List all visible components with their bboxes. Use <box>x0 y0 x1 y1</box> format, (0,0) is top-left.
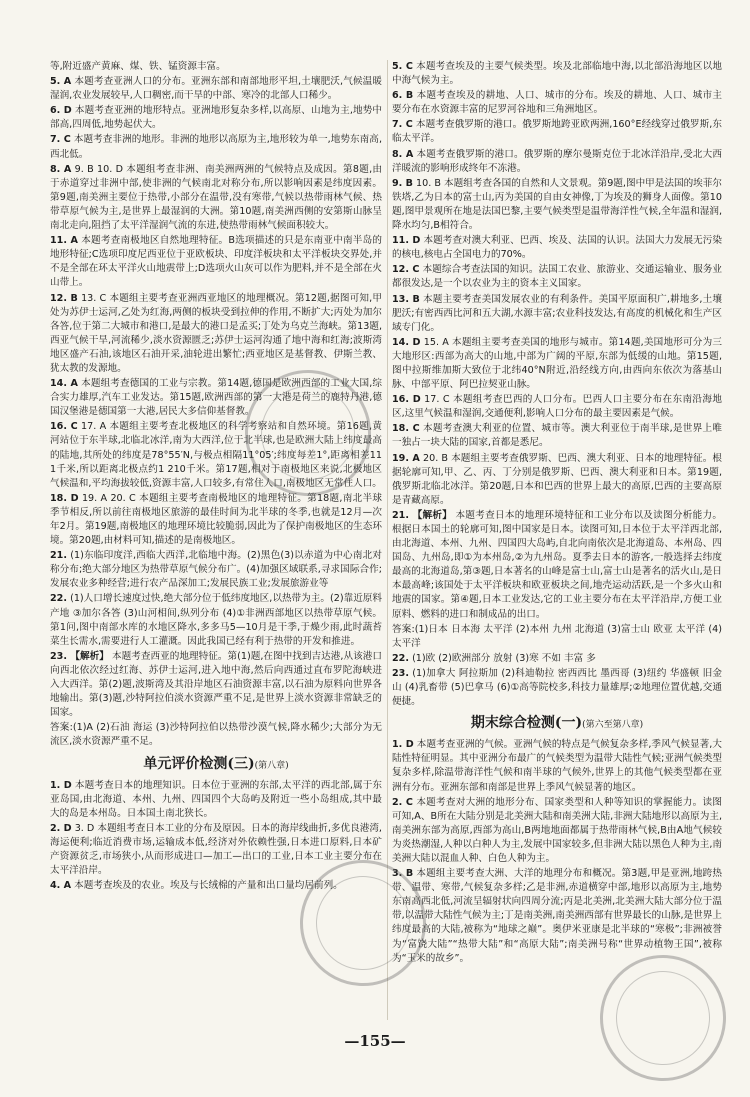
answer-text: 本题考查对大洲的地形分布、国家类型和人种等知识的掌握能力。读图可知,A、B所在大陆分别是北美洲大陆和南美洲大陆,非洲大陆地形以高原为主,南美洲东部为高原,西部为高山,B两地地面都属于热带雨林气候,B由A地气候较为炎热潮湿,人种以白种人为主,发展中国家较多,但非洲大陆以黑色人种为主,南美洲大陆以混血人种、白色人种为主。 <box>392 796 722 864</box>
answer-number: 19. A <box>392 452 420 464</box>
answer-item <box>50 133 382 161</box>
answer-text: 15. A 本题组主要考查美国的地形与城市。第14题,美国地形可分为三大地形区:西部为高大的山地,中部为广阔的平原,东部为低缓的山地。第15题,图中拉斯维加斯大致位于北纬40°N附近,沿经线方向,由西向东依次为落基山脉、中部平原、阿巴拉契亚山脉。 <box>392 336 722 391</box>
answer-number: 1. D <box>392 739 414 751</box>
answer-item <box>50 650 382 720</box>
answer-number: 23. 【解析】 <box>50 650 109 662</box>
answer-text: 本题组考查德国的工业与宗教。第14题,德国是欧洲西部的工业大国,综合实力雄厚,汽车工业发达。第15题,欧洲西部的第一大港是荷兰的鹿特丹港,德国汉堡港是德国第一大港,居民大多信仰基督教。 <box>50 378 382 418</box>
answer-number: 11. D <box>392 235 421 247</box>
answer-item <box>50 60 382 74</box>
answer-text: 本题考查对澳大利亚、巴西、埃及、法国的认识。法国大力发展无污染的核电,核电占全国电力的70%。 <box>392 235 722 261</box>
answer-number: 22. <box>50 593 67 605</box>
answer-text: (1)欧 (2)欧洲部分 放射 (3)寒 不如 丰富 多 <box>412 652 596 664</box>
answer-item <box>392 89 722 117</box>
answer-number: 2. D <box>50 822 72 834</box>
answer-number: 8. A <box>392 148 414 160</box>
answer-text: 答案:(1)A (2)石油 海运 (3)沙特阿拉伯以热带沙漠气候,降水稀少;大部分为无流区,淡水资源严重不足。 <box>50 722 382 748</box>
answer-item <box>50 721 382 749</box>
answer-item <box>392 118 722 146</box>
section-title-text: 单元评价检测(三) <box>143 755 255 772</box>
answer-number: 9. B <box>392 177 413 189</box>
page-number: —155— <box>344 1032 406 1050</box>
answer-text: 本题考查亚洲的气候。亚洲气候的特点是气候复杂多样,季风气候显著,大陆性特征明显。其中亚洲分布最广的气候类型为温带大陆性气候;亚洲气候类型复杂多样,除温带海洋性气候和南半球的气候外,世界上的其他气候类型都在亚洲有分布。亚洲东部和南部是世界上季风气候显著的地区。 <box>392 739 722 793</box>
page-header-ghost <box>392 10 722 50</box>
answer-item <box>392 60 722 88</box>
answer-text: 10. B 本题组考查各国的自然和人文景观。第9题,图中甲是法国的埃菲尔铁塔,乙为日本的富士山,丙为美国的自由女神像,丁为埃及的狮身人面像。第10题,图甲景观所在地是法国巴黎,主要气候类型是温带海洋性气候,全年温和湿润,降水均匀,B相符合。 <box>392 177 722 232</box>
answer-text: (1)东临印度洋,西临大西洋,北临地中海。(2)黑色(3)以赤道为中心南北对称分布;绝大部分地区为热带草原气候分布广。(4)加强区域联系,寻求国际合作;发展农业多种经营;进行农产品深加工;发展民族工业;发展旅游业等 <box>50 550 382 590</box>
answer-text: 本题考查埃及的农业。埃及与长绒棉的产量和出口量均居前列。 <box>74 880 343 892</box>
answer-item <box>50 234 382 290</box>
answer-item <box>392 336 722 392</box>
answer-text: 等,附近盛产黄麻、煤、铁、锰资源丰富。 <box>50 61 226 72</box>
answer-number: 7. C <box>392 119 413 131</box>
answer-text: 本题考查亚洲的地形特点。亚洲地形复杂多样,以高原、山地为主,地势中部高,四周低,地势起伏大。 <box>50 105 382 131</box>
answer-number: 21. <box>50 550 67 562</box>
answer-item <box>392 452 722 508</box>
answer-number: 2. C <box>392 796 413 808</box>
answer-number: 14. D <box>392 336 421 348</box>
answer-item <box>392 148 722 176</box>
answer-text: (1)人口增长速度过快,绝大部分位于低纬度地区,以热带为主。(2)靠近原料产地 ③加尔各答 (3)山河相间,纵列分布 (4)①非洲西部地区以热带草原气候。第1问,图中南部水库的水地区降水,多多马5—10月是干季,于燥少雨,此时蔬苔菜生长需水,需要进行人工灌溉。因此我国已经有利于热带的开发和推进。 <box>50 593 382 647</box>
answer-number: 7. C <box>50 134 71 146</box>
answer-number: 1. D <box>50 779 72 791</box>
answer-number: 12. C <box>392 264 420 276</box>
answer-item <box>392 177 722 233</box>
answer-item <box>50 104 382 132</box>
answer-text: 本题考查俄罗斯的港口。俄罗斯的摩尔曼斯克位于北冰洋沿岸,受北大西洋暖流的影响形成终年不冻港。 <box>392 148 722 174</box>
section-subtitle: (第六至第八章) <box>582 720 644 731</box>
answer-number: 13. B <box>392 293 420 305</box>
answer-item <box>50 75 382 103</box>
section-title-text: 期末综合检测(一) <box>470 715 583 732</box>
section-subtitle: (第八章) <box>254 760 289 771</box>
answer-number: 22. <box>392 652 409 664</box>
answer-number: 12. B <box>50 292 78 304</box>
answer-number: 6. B <box>392 90 414 102</box>
answer-text: 3. D 本题组考查日本工业的分布及原因。日本的海岸线曲折,多优良港湾,海运便利;临近消费市场,运输成本低,经济对外依赖性强,日本进口原料,日本矿产资源贫乏,市场狭小,从而形成进口—加工—出口的工业,日本工业主要分布在太平洋沿岸。 <box>50 822 382 877</box>
answer-item <box>50 163 382 233</box>
answer-item <box>392 623 722 651</box>
answer-number: 8. A <box>50 163 72 175</box>
answer-text: 本题考查西亚的地理特征。第(1)题,在图中找到吉达港,从该港口向西北依次经过红海、苏伊士运河,进入地中海,然后向西通过直布罗陀海峡进入大西洋。第(2)题,波斯湾及其沿岸地区石油资源丰富,以石油为原料向世界各地输出。第(3)题,沙特阿拉伯淡水资源严重不足,是世界上淡水资源非常缺乏的国家。 <box>50 650 382 719</box>
answer-text: 本题组主要考查大洲、大洋的地理分布和概况。第3题,甲是亚洲,地跨热带、温带、寒带,气候复杂多样;乙是非洲,赤道横穿中部,地形以高原为主,地势东南高西北低,河流呈辐射状向四周分流;丙是北美洲,北美洲大陆大部分位于温带,以温带大陆性气候为主;丁是南美洲,南美洲西部有世界最长的山脉,是世界上纬度最高的大陆,被称为“地球之巅”。奥伊米亚康是北半球的“寒极”;非洲被誉为“富饶大陆”“热带大陆”和“高原大陆”;南美洲号称“世界动植物王国”,被称为“玉米的故乡”。 <box>392 868 722 964</box>
answer-item <box>392 867 722 966</box>
answer-number: 16. D <box>392 394 421 406</box>
right-column <box>392 60 722 967</box>
answer-item <box>392 652 722 666</box>
right-answers <box>392 60 722 709</box>
answer-item <box>392 667 722 709</box>
answer-number: 18. C <box>392 423 420 435</box>
answer-number: 21. 【解析】 <box>392 509 453 521</box>
answer-number: 5. C <box>392 61 413 72</box>
answer-item <box>392 738 722 794</box>
answer-text: (1)加拿大 阿拉斯加 (2)科迪勒拉 密西西比 墨西哥 (3)纽约 华盛顿 旧金山 (4)乳畜带 (5)巴拿马 (6)①高等院校多,科技力量雄厚;②地理位置优越,交通便捷。 <box>392 667 722 708</box>
answer-number: 11. A <box>50 235 78 247</box>
answer-text: 本题考查埃及的主要气候类型。埃及北部临地中海,以北部沿海地区以地中海气候为主。 <box>392 61 722 87</box>
answer-text: 13. C 本题组主要考查亚洲西亚地区的地理概况。第12题,据图可知,甲处为苏伊士运河,乙处为红海,两侧的板块受到拉伸的作用,不断扩大;丙处为加尔各答,位于第二大城市和港口,是最大的港口是孟买;丁处为乌克兰海峡。第13题,西亚气候干旱,河流稀少,淡水资源匮乏;苏伊士运河沟通了地中海和红海;波斯湾地区盛产石油,该地区石油开采,油轮进出繁忙;西亚地区是基督教、伊斯兰教、犹太教的发源地。 <box>50 292 382 374</box>
answer-number: 4. A <box>50 880 72 892</box>
answer-text: 本题考查俄罗斯的港口。俄罗斯地跨亚欧两洲,160°E经线穿过俄罗斯,东临太平洋。 <box>392 119 722 145</box>
answer-text: 本题考查日本的地理环境特征和工业分布以及读图分析能力。根据日本国土的轮廓可知,图中国家是日本。读图可知,日本位于太平洋西北部,由北海道、本州、九州、四国四大岛屿,自北向南依次是北海道岛、本州岛、四国岛、九州岛,即①为本州岛,②为九州岛。夏季去日本的游客,一般选择去纬度最高的北海道岛,第③题,日本著名的山峰是富士山,富士山是著名的活火山,是日本最高峰;该国处于太平洋板块和欧亚板块之间,地壳运动活跃,是一个多火山和地震的国家。第④题,日本工业发达,它的工业主要分布在太平洋沿岸,方便工业原料、燃料的进口和制成品的出口。 <box>392 509 722 620</box>
answer-item <box>392 234 722 262</box>
answer-text: 本题考查澳大利亚的位置、城市等。澳大利亚位于南半球,是世界上唯一独占一块大陆的国家,首都是悉尼。 <box>392 423 722 449</box>
answer-text: 答案:(1)日本 日本海 太平洋 (2)本州 九州 北海道 (3)富士山 欧亚 太平洋 (4)太平洋 <box>392 623 722 649</box>
answer-number: 18. D <box>50 492 79 504</box>
answer-item <box>50 292 382 377</box>
answer-item <box>392 422 722 450</box>
right-answers-2 <box>392 738 722 966</box>
answer-text: 20. B 本题组主要考查俄罗斯、巴西、澳大利亚、日本的地理特征。根据轮廓可知,甲、乙、丙、丁分别是俄罗斯、巴西、澳大利亚和日本。第19题,俄罗斯北临北冰洋。第20题,日本和巴西的世界上最大的高原,巴西的主要高原是青藏高原。 <box>392 452 723 506</box>
section-title-unit3 <box>50 754 382 776</box>
answer-item <box>392 796 722 866</box>
section-title-final1 <box>392 713 722 735</box>
answer-text: 本题考查非洲的地形。非洲的地形以高原为主,地形较为单一,地势东南高,西北低。 <box>50 134 382 160</box>
answer-text: 17. C 本题组考查巴西的人口分布。巴西人口主要分布在东南沿海地区,这里气候温和湿润,交通便利,影响人口分布的最主要因素是气候。 <box>392 394 722 420</box>
answer-item <box>392 509 722 622</box>
answer-item <box>50 779 382 821</box>
answer-item <box>392 293 722 335</box>
answer-item <box>392 263 722 291</box>
answer-text: 本题考查日本的地理知识。日本位于亚洲的东部,太平洋的西北部,属于东亚岛国,由北海道、本州、九州、四国四个大岛屿及附近一些小岛组成,其中最大的岛是本州岛。日本国土南北狭长。 <box>50 779 382 819</box>
answer-text: 本题考查亚洲人口的分布。亚洲东部和南部地形平坦,土壤肥沃,气候温暖湿润,农业发展较早,人口稠密,而干旱的中部、寒冷的北部人口稀少。 <box>50 76 382 102</box>
answer-number: 23. <box>392 667 409 679</box>
answer-number: 5. A <box>50 76 72 88</box>
answer-text: 本题综合考查法国的知识。法国工农业、旅游业、交通运输业、服务业都很发达,是一个以农业为主的资本主义国家。 <box>392 264 722 290</box>
answer-text: 17. A 本题组主要考查北极地区的科学考察站和自然环境。第16题,黄河站位于东半球,北临北冰洋,南为大西洋,位于北半球,也是欧洲大陆上纬度最高的陆地,其所处的纬度是78°55′N,与极点相隔11°05′;纬度每差1°,距离相差111千米,所以距离北极点约1 210千米。第17题,相对于南极地区来说,北极地区气候温和,平均海拔较低,资源丰富,人口较多,有常住人口,南极地区无常住人口。 <box>50 421 382 489</box>
answer-item <box>50 549 382 591</box>
answer-number: 6. D <box>50 105 72 117</box>
answer-text: 本题主要考查美国发展农业的有利条件。美国平原面积广,耕地多,土壤肥沃;有密西西比河和五大湖,水源丰富;农业科技发达,有高度的机械化和生产区域专门化。 <box>392 293 722 333</box>
answer-text: 本题考查埃及的耕地、人口、城市的分布。埃及的耕地、人口、城市主要分布在水资源丰富的尼罗河谷地和三角洲地区。 <box>392 90 722 116</box>
answer-number: 16. C <box>50 421 78 433</box>
answer-text: 9. B 10. D 本题组考查非洲、南美洲两洲的气候特点及成因。第8题,由于赤道穿过非洲中部,使非洲的气候南北对称分布,所以影响因素是纬度因素。第9题,南美洲主要位于热带,小部分在温带,没有寒带,气候以热带雨林气候、热带草原气候为主,是世界上最湿润的大洲。第10题,南美洲西侧的安第斯山脉呈南北走向,阻挡了太平洋湿润气流的东进,使热带雨林气候面积较大。 <box>50 163 382 232</box>
answer-text: 19. A 20. C 本题组主要考查南极地区的地理特征。第18题,南北半球季节相反,所以前往南极地区旅游的最佳时间为北半球的冬季,也就是12月—次年2月。第19题,南极地区的地理环境比较脆弱,因此为了保护南极地区的生态环境。第20题,由材料可知,描述的是南极地区。 <box>50 492 382 547</box>
answer-number: 3. B <box>392 868 414 880</box>
answer-item <box>50 592 382 648</box>
answer-item <box>50 492 382 548</box>
answer-text: 本题考查南极地区自然地理特征。B选项描述的只是东南亚中南半岛的地形特征;C选项印度尼西亚位于亚欧板块、印度洋板块和太平洋板块交界处,并不是全部在环太平洋火山地震带上;D选项火山灰可以作为肥料,并不是全部在火山带上。 <box>50 235 382 289</box>
answer-number: 14. A <box>50 378 78 390</box>
answer-item <box>392 393 722 421</box>
